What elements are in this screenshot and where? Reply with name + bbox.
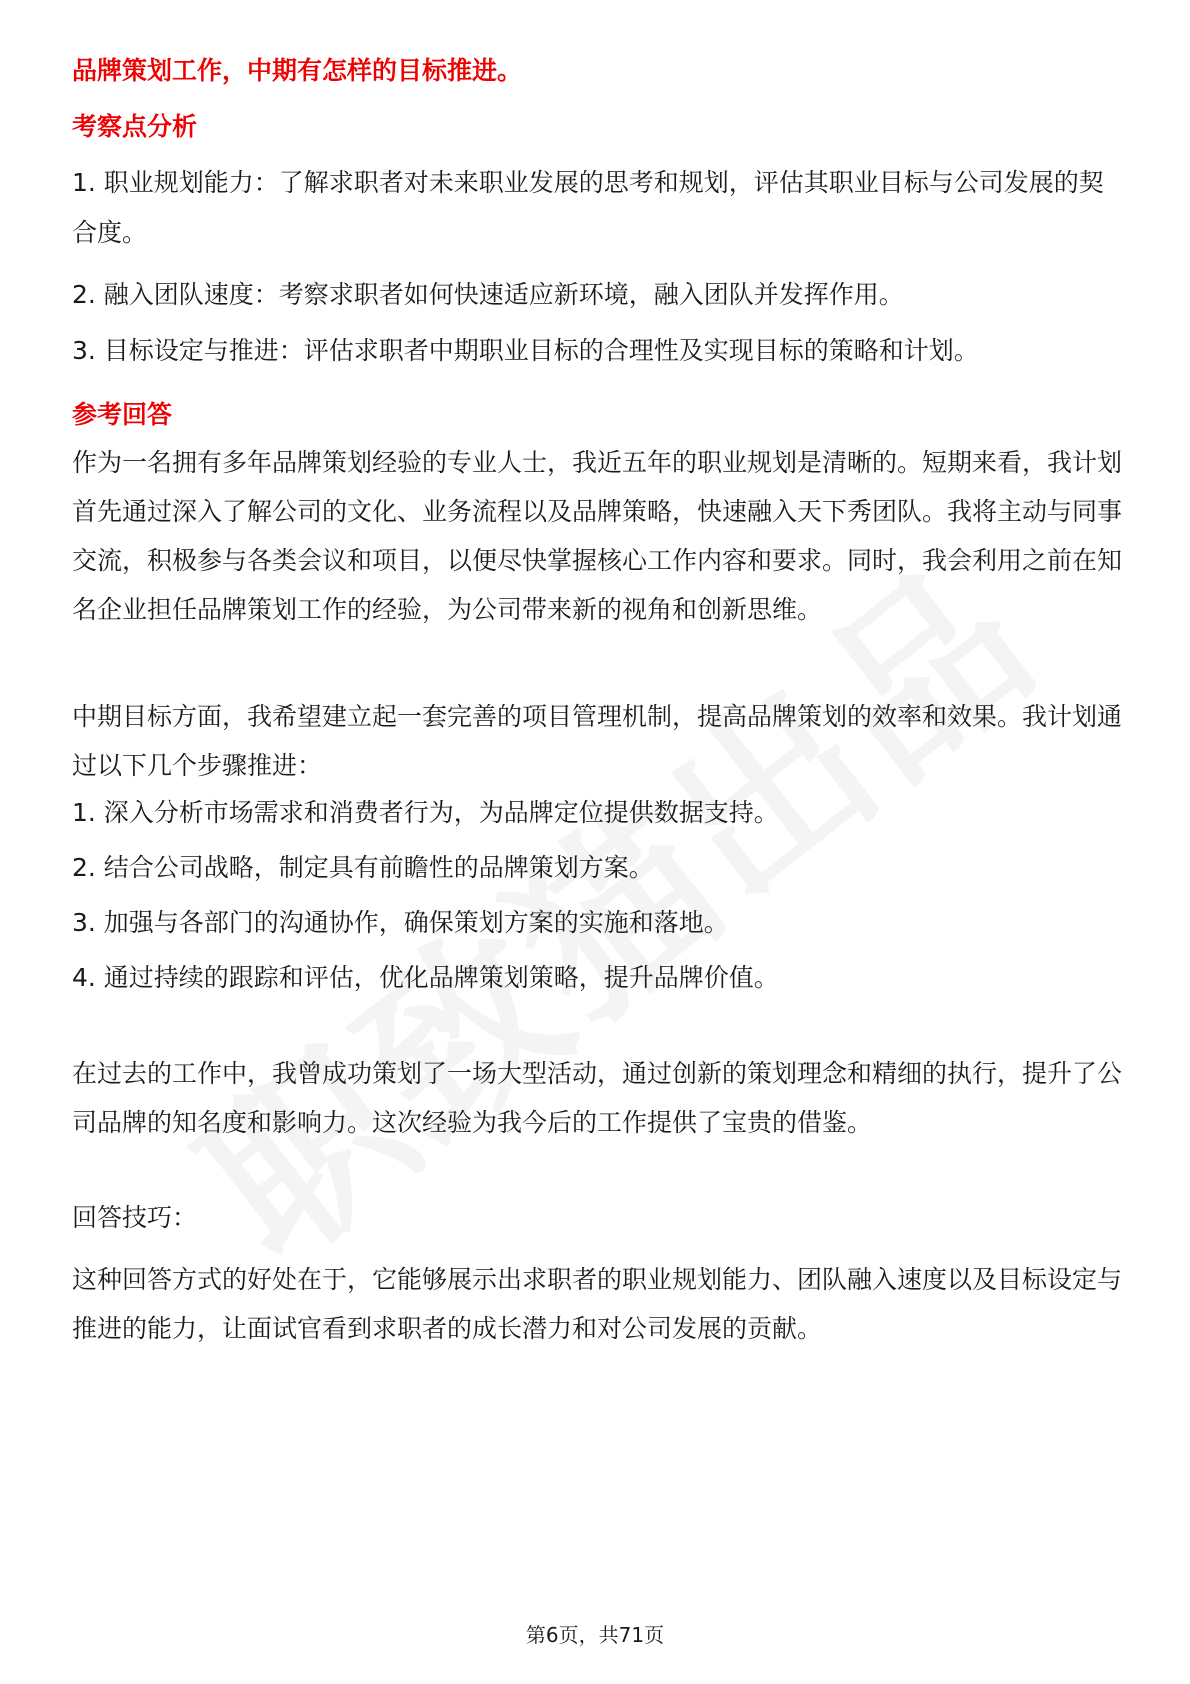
analysis-heading: 考察点分析 xyxy=(72,112,198,141)
answer-step: 2. 结合公司战略，制定具有前瞻性的品牌策划方案。 xyxy=(72,853,654,882)
tips-text: 这种回答方式的好处在于，它能够展示出求职者的职业规划能力、团队融入速度以及目标设定与推进的能力，让面试官看到求职者的成长潜力和对公司发展的贡献。 xyxy=(72,1265,1123,1343)
answer-paragraph-3: 在过去的工作中，我曾成功策划了一场大型活动，通过创新的策划理念和精细的执行，提升了公司品牌的知名度和影响力。这次经验为我今后的工作提供了宝贵的借鉴。 xyxy=(72,1059,1123,1137)
paragraph-spacer xyxy=(72,997,1122,1049)
answer-paragraph-2: 中期目标方面，我希望建立起一套完善的项目管理机制，提高品牌策划的效率和效果。我计划通过以下几个步骤推进： xyxy=(72,702,1123,780)
analysis-item: 1. 职业规划能力：了解求职者对未来职业发展的思考和规划，评估其职业目标与公司发展的契合度。 xyxy=(72,168,1104,247)
answer-paragraph-1: 作为一名拥有多年品牌策划经验的专业人士，我近五年的职业规划是清晰的。短期来看，我计划首先通过深入了解公司的文化、业务流程以及品牌策略，快速融入天下秀团队。我将主动与同事交流，积极参与各类会议和项目，以便尽快掌握核心工作内容和要求。同时，我会利用之前在知名企业担任品牌策划工作的经验，为公司带来新的视角和创新思维。 xyxy=(72,448,1123,624)
answer-step: 4. 通过持续的跟踪和评估，优化品牌策划策略，提升品牌价值。 xyxy=(72,963,779,992)
analysis-item: 2. 融入团队速度：考察求职者如何快速适应新环境，融入团队并发挥作用。 xyxy=(72,280,904,309)
answer-step: 1. 深入分析市场需求和消费者行为，为品牌定位提供数据支持。 xyxy=(72,798,779,827)
tips-heading: 回答技巧： xyxy=(72,1203,198,1232)
page-number: 第6页，共71页 xyxy=(525,1623,665,1647)
answer-heading: 参考回答 xyxy=(72,400,173,429)
paragraph-spacer xyxy=(72,634,1122,692)
question-title: 品牌策划工作，中期有怎样的目标推进。 xyxy=(72,56,523,85)
paragraph-spacer xyxy=(72,1147,1122,1199)
analysis-item: 3. 目标设定与推进：评估求职者中期职业目标的合理性及实现目标的策略和计划。 xyxy=(72,336,979,365)
page-content xyxy=(72,50,1122,1353)
answer-step: 3. 加强与各部门的沟通协作，确保策划方案的实施和落地。 xyxy=(72,908,729,937)
